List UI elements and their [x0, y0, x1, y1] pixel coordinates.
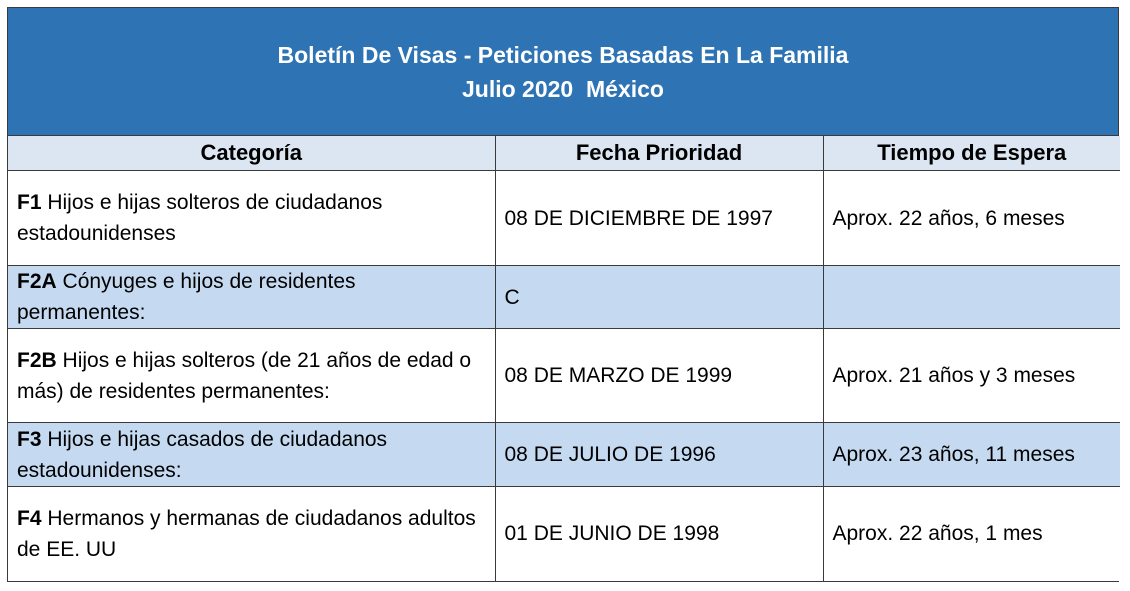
- category-description: Hermanos y hermanas de ciudadanos adultos de EE. UU: [17, 506, 476, 561]
- category-description: Hijos e hijas casados de ciudadanos estadounidenses:: [17, 427, 388, 482]
- table-row-f1: [8, 171, 1120, 266]
- priority-date-cell: 08 DE MARZO DE 1999: [495, 329, 823, 423]
- wait-time-cell: Aprox. 22 años, 1 mes: [823, 487, 1120, 581]
- priority-date-cell: 08 DE JULIO DE 1996: [495, 423, 823, 487]
- category-description: Hijos e hijas solteros de ciudadanos estadounidenses: [17, 191, 383, 245]
- category-cell: [8, 329, 495, 423]
- bulletin-subtitle: Julio 2020 México: [462, 75, 664, 102]
- category-description: Cónyuges e hijos de residentes permanentes:: [17, 270, 356, 324]
- category-code: F4: [17, 506, 42, 530]
- category-cell: [8, 487, 495, 581]
- table-row-f2b: [8, 329, 1120, 423]
- table-row-f3: [8, 423, 1120, 487]
- wait-time-cell: Aprox. 21 años y 3 meses: [823, 329, 1120, 423]
- category-code: F2A: [17, 270, 57, 293]
- priority-date-cell: 01 DE JUNIO DE 1998: [495, 487, 823, 581]
- priority-dates-table: [8, 136, 1120, 581]
- wait-time-cell: Aprox. 22 años, 6 meses: [823, 171, 1120, 266]
- visa-bulletin-table: [7, 7, 1119, 582]
- table-row-f2a: [8, 266, 1120, 329]
- category-code: F1: [17, 191, 42, 214]
- table-row-f4: [8, 487, 1120, 581]
- category-cell: [8, 171, 495, 266]
- priority-date-cell: 08 DE DICIEMBRE DE 1997: [495, 171, 823, 266]
- priority-date-cell: C: [495, 266, 823, 329]
- wait-time-cell: [823, 266, 1120, 329]
- column-header-category: Categoría: [8, 136, 495, 171]
- column-header-wait-time: Tiempo de Espera: [823, 136, 1120, 171]
- category-description: Hijos e hijas solteros (de 21 años de edad o más) de residentes permanentes:: [17, 348, 472, 403]
- category-code: F3: [17, 427, 42, 451]
- bulletin-banner: [8, 8, 1118, 136]
- bulletin-title: Boletín De Visas - Peticiones Basadas En La Familia: [277, 41, 849, 68]
- category-cell: [8, 423, 495, 487]
- category-cell: [8, 266, 495, 329]
- wait-time-cell: Aprox. 23 años, 11 meses: [823, 423, 1120, 487]
- category-code: F2B: [17, 348, 57, 372]
- column-header-priority-date: Fecha Prioridad: [495, 136, 823, 171]
- table-header-row: [8, 136, 1120, 171]
